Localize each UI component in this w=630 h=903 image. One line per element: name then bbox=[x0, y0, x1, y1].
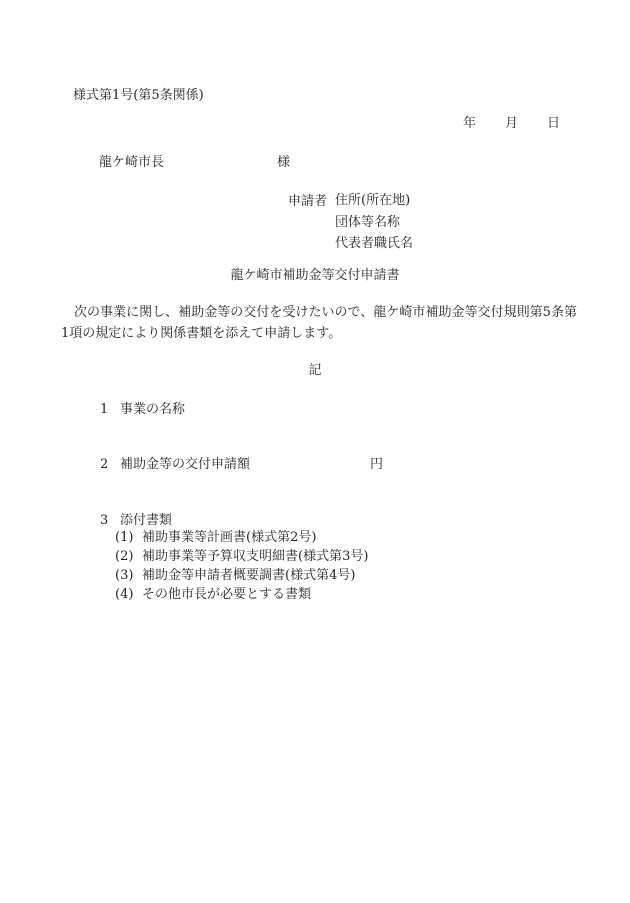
date-line bbox=[463, 112, 560, 131]
section-attachments bbox=[100, 509, 172, 528]
amount-unit-label: 円 bbox=[370, 457, 384, 472]
applicant-field-representative-name: 代表者職氏名 bbox=[335, 236, 414, 251]
attachment-label: その他市長が必要とする書類 bbox=[142, 586, 312, 602]
section-business-name bbox=[100, 398, 185, 417]
section-label: 事業の名称 bbox=[120, 402, 186, 417]
attachment-item bbox=[115, 567, 368, 586]
attachment-label: 補助事業等予算収支明細書(様式第3号) bbox=[142, 548, 369, 564]
applicant-label: 申請者 bbox=[288, 194, 328, 209]
attachment-item bbox=[115, 548, 368, 567]
applicant-fields bbox=[335, 190, 413, 255]
date-day-label: 日 bbox=[547, 116, 561, 131]
date-year-label: 年 bbox=[463, 116, 477, 131]
attachment-item bbox=[115, 529, 368, 548]
section-grant-amount bbox=[100, 453, 250, 472]
date-month-label: 月 bbox=[505, 116, 519, 131]
date-spacer bbox=[476, 112, 505, 131]
attachment-number: (2) bbox=[115, 548, 134, 564]
date-spacer bbox=[518, 112, 547, 131]
attachment-label: 補助金等申請者概要調書(様式第4号) bbox=[142, 567, 356, 583]
attachment-label: 補助事業等計画書(様式第2号) bbox=[142, 530, 317, 545]
applicant-field-organization-name: 団体等名称 bbox=[335, 214, 401, 230]
attachment-list bbox=[115, 529, 368, 605]
attachment-number: (1) bbox=[115, 530, 134, 545]
applicant-field-address: 住所(所在地) bbox=[335, 193, 411, 208]
list-start-marker: 記 bbox=[308, 363, 322, 378]
attachment-number: (4) bbox=[115, 586, 134, 602]
form-number-label: 様式第1号(第5条関係) bbox=[73, 88, 204, 103]
addressee-name: 龍ケ崎市長 bbox=[99, 155, 165, 170]
section-number: 2 bbox=[100, 457, 109, 472]
section-label: 補助金等の交付申請額 bbox=[120, 457, 251, 472]
section-label: 添付書類 bbox=[120, 513, 173, 528]
body-paragraph: 次の事業に関し、補助金等の交付を受けたいので、龍ケ崎市補助金等交付規則第5条第1項の規定により関係書類を添えて申請します。 bbox=[61, 305, 577, 341]
section-number: 1 bbox=[100, 402, 109, 417]
document-title: 龍ケ崎市補助金等交付申請書 bbox=[230, 268, 400, 283]
addressee-honorific: 様 bbox=[277, 155, 291, 170]
section-number: 3 bbox=[100, 513, 109, 528]
attachment-item bbox=[115, 586, 368, 605]
attachment-number: (3) bbox=[115, 567, 134, 583]
